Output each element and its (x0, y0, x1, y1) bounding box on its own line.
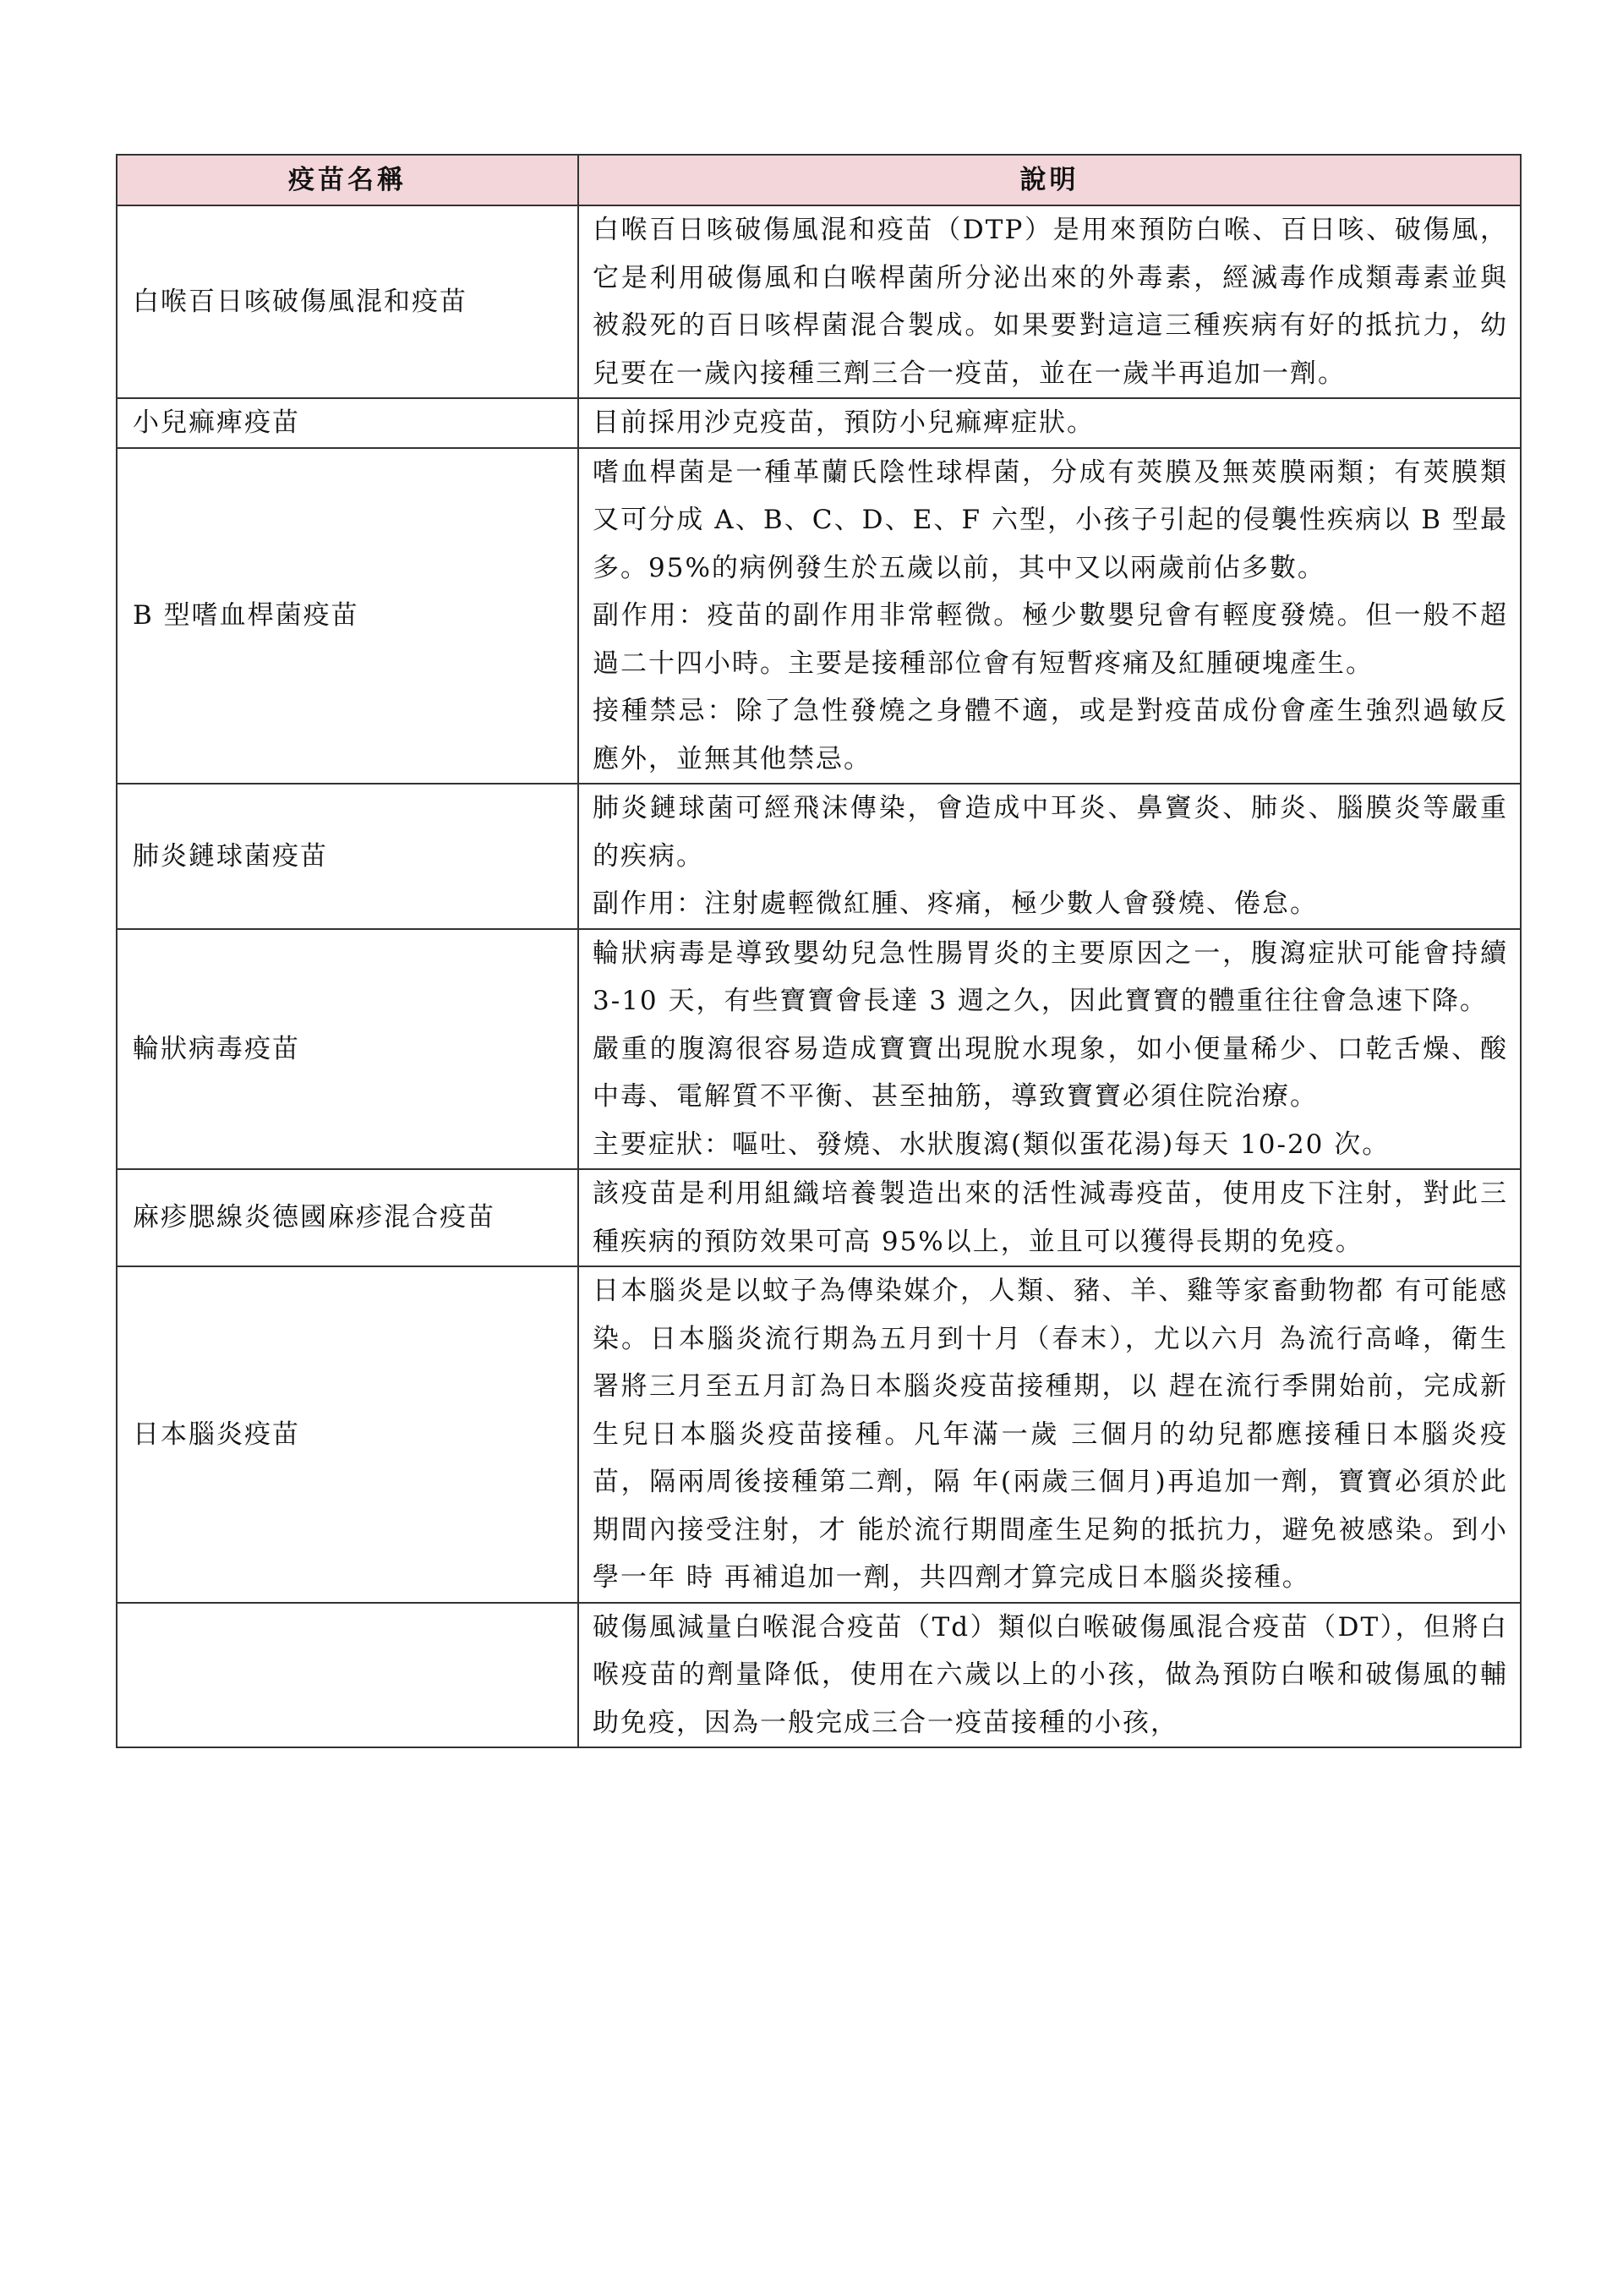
description-paragraph: 主要症狀：嘔吐、發燒、水狀腹瀉(類似蛋花湯)每天 10-20 次。 (593, 1129, 1391, 1160)
description-paragraph: 肺炎鏈球菌可經飛沫傳染，會造成中耳炎、鼻竇炎、肺炎、腦膜炎等嚴重的疾病。 (593, 793, 1508, 872)
vaccine-description-cell (578, 1603, 1521, 1748)
description-paragraph: 副作用：注射處輕微紅腫、疼痛，極少數人會發燒、倦怠。 (593, 888, 1318, 919)
description-paragraph: 副作用：疫苗的副作用非常輕微。極少數嬰兒會有輕度發燒。但一般不超過二十四小時。主要是接種部位會有短暫疼痛及紅腫硬塊產生。 (593, 600, 1508, 679)
table-row (117, 929, 1521, 1170)
table-row (117, 1169, 1521, 1266)
description-paragraph: 嚴重的腹瀉很容易造成寶寶出現脫水現象，如小便量稀少、口乾舌燥、酸中毒、電解質不平衡、甚至抽筋，導致寶寶必須住院治療。 (593, 1033, 1508, 1112)
description-paragraph: 日本腦炎是以蚊子為傳染媒介，人類、豬、羊、雞等家畜動物都 有可能感染。日本腦炎流行期為五月到十月（春末），尤以六月 為流行高峰，衛生署將三月至五月訂為日本腦炎疫苗接種期，以 趕在流行季開始前，完成新生兒日本腦炎疫苗接種。凡年滿一歲 三個月的幼兒都應接種日本腦炎疫苗，隔兩周後接種第二劑，隔 年(兩歲三個月)再追加一劑，寶寶必須於此期間內接受注射，才 能於流行期間產生足夠的抵抗力，避免被感染。到小學一年 時 再補追加一劑，共四劑才算完成日本腦炎接種。 (593, 1276, 1508, 1593)
header-vaccine-name: 疫苗名稱 (117, 155, 578, 205)
table-header-row (117, 155, 1521, 205)
table-row (117, 205, 1521, 398)
description-paragraph: 該疫苗是利用組織培養製造出來的活性減毒疫苗，使用皮下注射，對此三種疾病的預防效果可高 95%以上，並且可以獲得長期的免疫。 (593, 1178, 1508, 1257)
vaccine-name-cell: 麻疹腮線炎德國麻疹混合疫苗 (117, 1169, 578, 1266)
description-paragraph: 白喉百日咳破傷風混和疫苗（DTP）是用來預防白喉、百日咳、破傷風，它是利用破傷風和白喉桿菌所分泌出來的外毒素，經滅毒作成類毒素並與被殺死的百日咳桿菌混合製成。如果要對這這三種疾病有好的抵抗力，幼兒要在一歲內接種三劑三合一疫苗，並在一歲半再追加一劑。 (593, 215, 1508, 389)
vaccine-description-cell (578, 448, 1521, 784)
vaccine-description-cell (578, 1266, 1521, 1603)
vaccine-table (116, 154, 1522, 1748)
table-row (117, 448, 1521, 784)
description-paragraph: 目前採用沙克疫苗，預防小兒痲痺症狀。 (593, 407, 1095, 438)
table-row (117, 1266, 1521, 1603)
description-paragraph: 輪狀病毒是導致嬰幼兒急性腸胃炎的主要原因之一，腹瀉症狀可能會持續 3-10 天，有些寶寶會長達 3 週之久，因此寶寶的體重往往會急速下降。 (593, 938, 1508, 1016)
header-description: 說明 (578, 155, 1521, 205)
table-row (117, 398, 1521, 448)
vaccine-description-cell (578, 1169, 1521, 1266)
vaccine-name-cell: 日本腦炎疫苗 (117, 1266, 578, 1603)
table-row (117, 784, 1521, 929)
vaccine-name-cell: 白喉百日咳破傷風混和疫苗 (117, 205, 578, 398)
table-row (117, 1603, 1521, 1748)
vaccine-description-cell (578, 929, 1521, 1170)
vaccine-name-cell: 肺炎鏈球菌疫苗 (117, 784, 578, 929)
vaccine-description-cell (578, 784, 1521, 929)
vaccine-name-cell (117, 1603, 578, 1748)
description-paragraph: 嗜血桿菌是一種革蘭氏陰性球桿菌，分成有莢膜及無莢膜兩類；有莢膜類又可分成 A、B、C、D、E、F 六型，小孩子引起的侵襲性疾病以 B 型最多。95%的病例發生於五歲以前，其中又以兩歲前佔多數。 (593, 456, 1508, 583)
vaccine-name-cell: 輪狀病毒疫苗 (117, 929, 578, 1170)
description-paragraph: 接種禁忌：除了急性發燒之身體不適，或是對疫苗成份會產生強烈過敏反應外，並無其他禁忌。 (593, 696, 1508, 774)
vaccine-name-cell: B 型嗜血桿菌疫苗 (117, 448, 578, 784)
vaccine-description-cell (578, 205, 1521, 398)
vaccine-description-cell (578, 398, 1521, 448)
description-paragraph: 破傷風減量白喉混合疫苗（Td）類似白喉破傷風混合疫苗（DT），但將白喉疫苗的劑量降低，使用在六歲以上的小孩，做為預防白喉和破傷風的輔助免疫，因為一般完成三合一疫苗接種的小孩， (593, 1611, 1508, 1738)
vaccine-name-cell: 小兒痲痺疫苗 (117, 398, 578, 448)
